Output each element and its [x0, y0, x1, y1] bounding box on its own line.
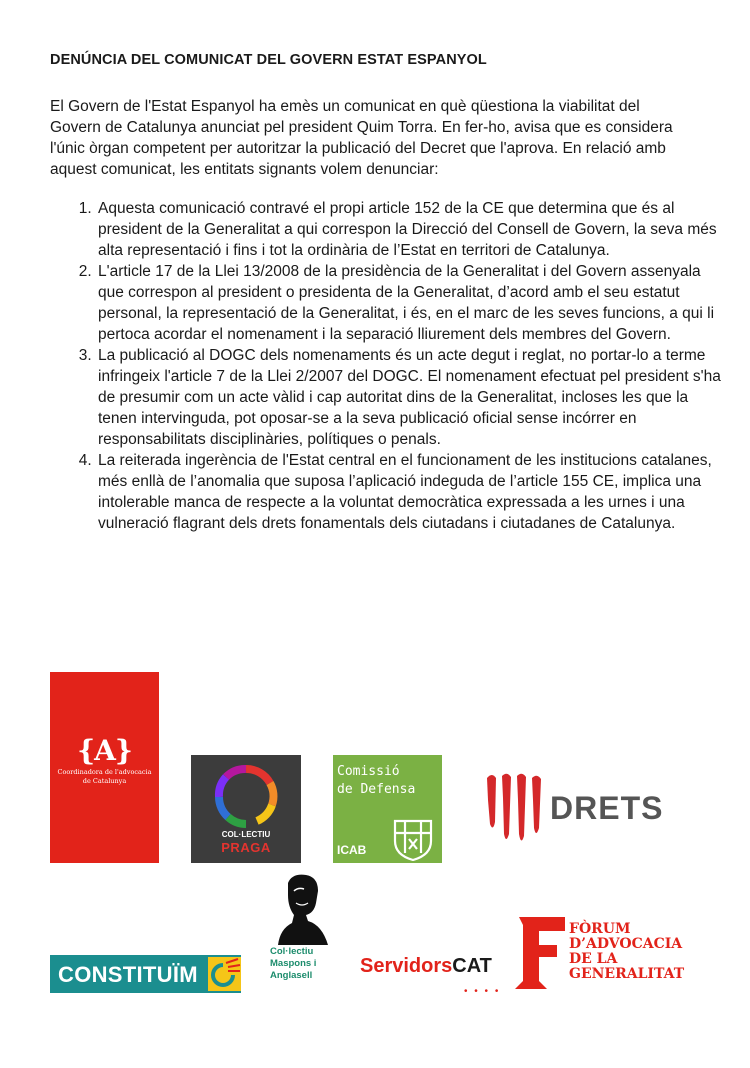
denunciation-list — [52, 198, 726, 534]
list-item: 3. La publicació al DOGC dels nomenaments és un acte degut i reglat, no portar-lo a terme infringeix l'article 7 de la Llei 2/2007 del DOGC. El nomenament efectuat pel president s'ha de presumir com un acte vàlid i cap autoritat dins de la Generalitat, incloses les que la tenen intervinguda, pot oposar-se a la seva publicació oficial sense incórrer en responsabilitats disciplinàries, polítiques o penals. — [96, 345, 726, 450]
list-item: 4. La reiterada ingerència de l'Estat central en el funcionament de les institucions catalanes, més enllà de l’anomalia que suposa l’aplicació indeguda de l’article 155 CE, implica una intolerable manca de respecte a la voluntat democràtica expressada a les urnes i una vulneració flagrant dels drets fonamentals dels ciutadans i ciutadanes de Catalunya. — [96, 450, 726, 534]
icab-shield-icon — [391, 815, 435, 861]
hand-marks-icon — [484, 770, 548, 848]
forum-logo — [515, 913, 695, 993]
icab-line3: ICAB — [337, 843, 367, 857]
forum-f-icon — [515, 913, 567, 993]
maspons-text — [270, 946, 350, 982]
servidors-part1: Servidors — [360, 955, 453, 977]
praga-ring-icon — [212, 763, 280, 829]
icab-logo — [333, 755, 442, 863]
list-item: 2. L'article 17 de la Llei 13/2008 de la presidència de la Generalitat i del Govern assenyala que correspon al president o presidenta de la Generalitat, d’acord amb el seu estatut personal, la representació de la Generalitat, i és, en el marc de les seves funcions, a qui li pertoca acordar el nomenament i la separació lliurement dels membres del Govern. — [96, 261, 726, 345]
coordinadora-line2: de Catalunya — [82, 777, 127, 785]
maspons-line1: Col·lectiu — [270, 946, 314, 957]
forum-line4: GENERALITAT — [569, 966, 685, 982]
constituim-logo — [50, 955, 241, 993]
constituim-word: CONSTITUÏM — [58, 962, 198, 987]
servidorscat-word — [360, 955, 492, 978]
coordinadora-line1: Coordinadora de l'advocacia — [57, 768, 152, 776]
list-item: 1. Aquesta comunicació contravé el propi article 152 de la CE que determina que és al president de la Generalitat a qui correspon la Direcció del Consell de Govern, la seva més alta representació i fins i tot la ordinària de l’Estat en territori de Catalunya. — [96, 198, 726, 261]
intro-paragraph: El Govern de l'Estat Espanyol ha emès un comunicat en què qüestiona la viabilitat del Govern de Catalunya anunciat pel president Quim Torra. En fer-ho, avisa que es considera l'únic òrgan competent per autoritzar la publicació del Decret que l'aprova. En relació amb aquest comunicat, les entitats signants volem denunciar: — [50, 98, 673, 178]
forum-line3: DE LA — [569, 951, 618, 967]
icab-line2-text: de Defensa — [337, 782, 416, 797]
forum-text — [569, 922, 684, 982]
constituim-symbol-icon — [208, 957, 241, 991]
servidors-part2: CAT — [452, 955, 492, 977]
servidorscat-dots: • • • • — [464, 986, 501, 997]
maspons-logo — [270, 873, 350, 988]
drets-logo — [484, 770, 664, 850]
icab-line1-text: Comissió — [337, 764, 400, 779]
maspons-line2: Maspons i — [270, 958, 317, 969]
portrait-icon — [278, 873, 330, 945]
forum-line2: D’ADVOCACIA — [569, 936, 683, 952]
forum-line1: FÒRUM — [569, 921, 631, 937]
praga-line1: COL·LECTIU — [221, 830, 271, 839]
praga-line2: PRAGA — [221, 840, 271, 855]
coordinadora-logo — [50, 672, 159, 863]
icab-line1 — [337, 763, 415, 799]
coordinadora-mark: {A} — [77, 734, 132, 767]
servidorscat-logo — [360, 950, 515, 1000]
praga-logo — [191, 755, 301, 863]
maspons-line3: Anglasell — [270, 970, 313, 981]
drets-word: DRETS — [550, 790, 664, 826]
document-title: DENÚNCIA DEL COMUNICAT DEL GOVERN ESTAT ESPANYOL — [50, 52, 487, 68]
